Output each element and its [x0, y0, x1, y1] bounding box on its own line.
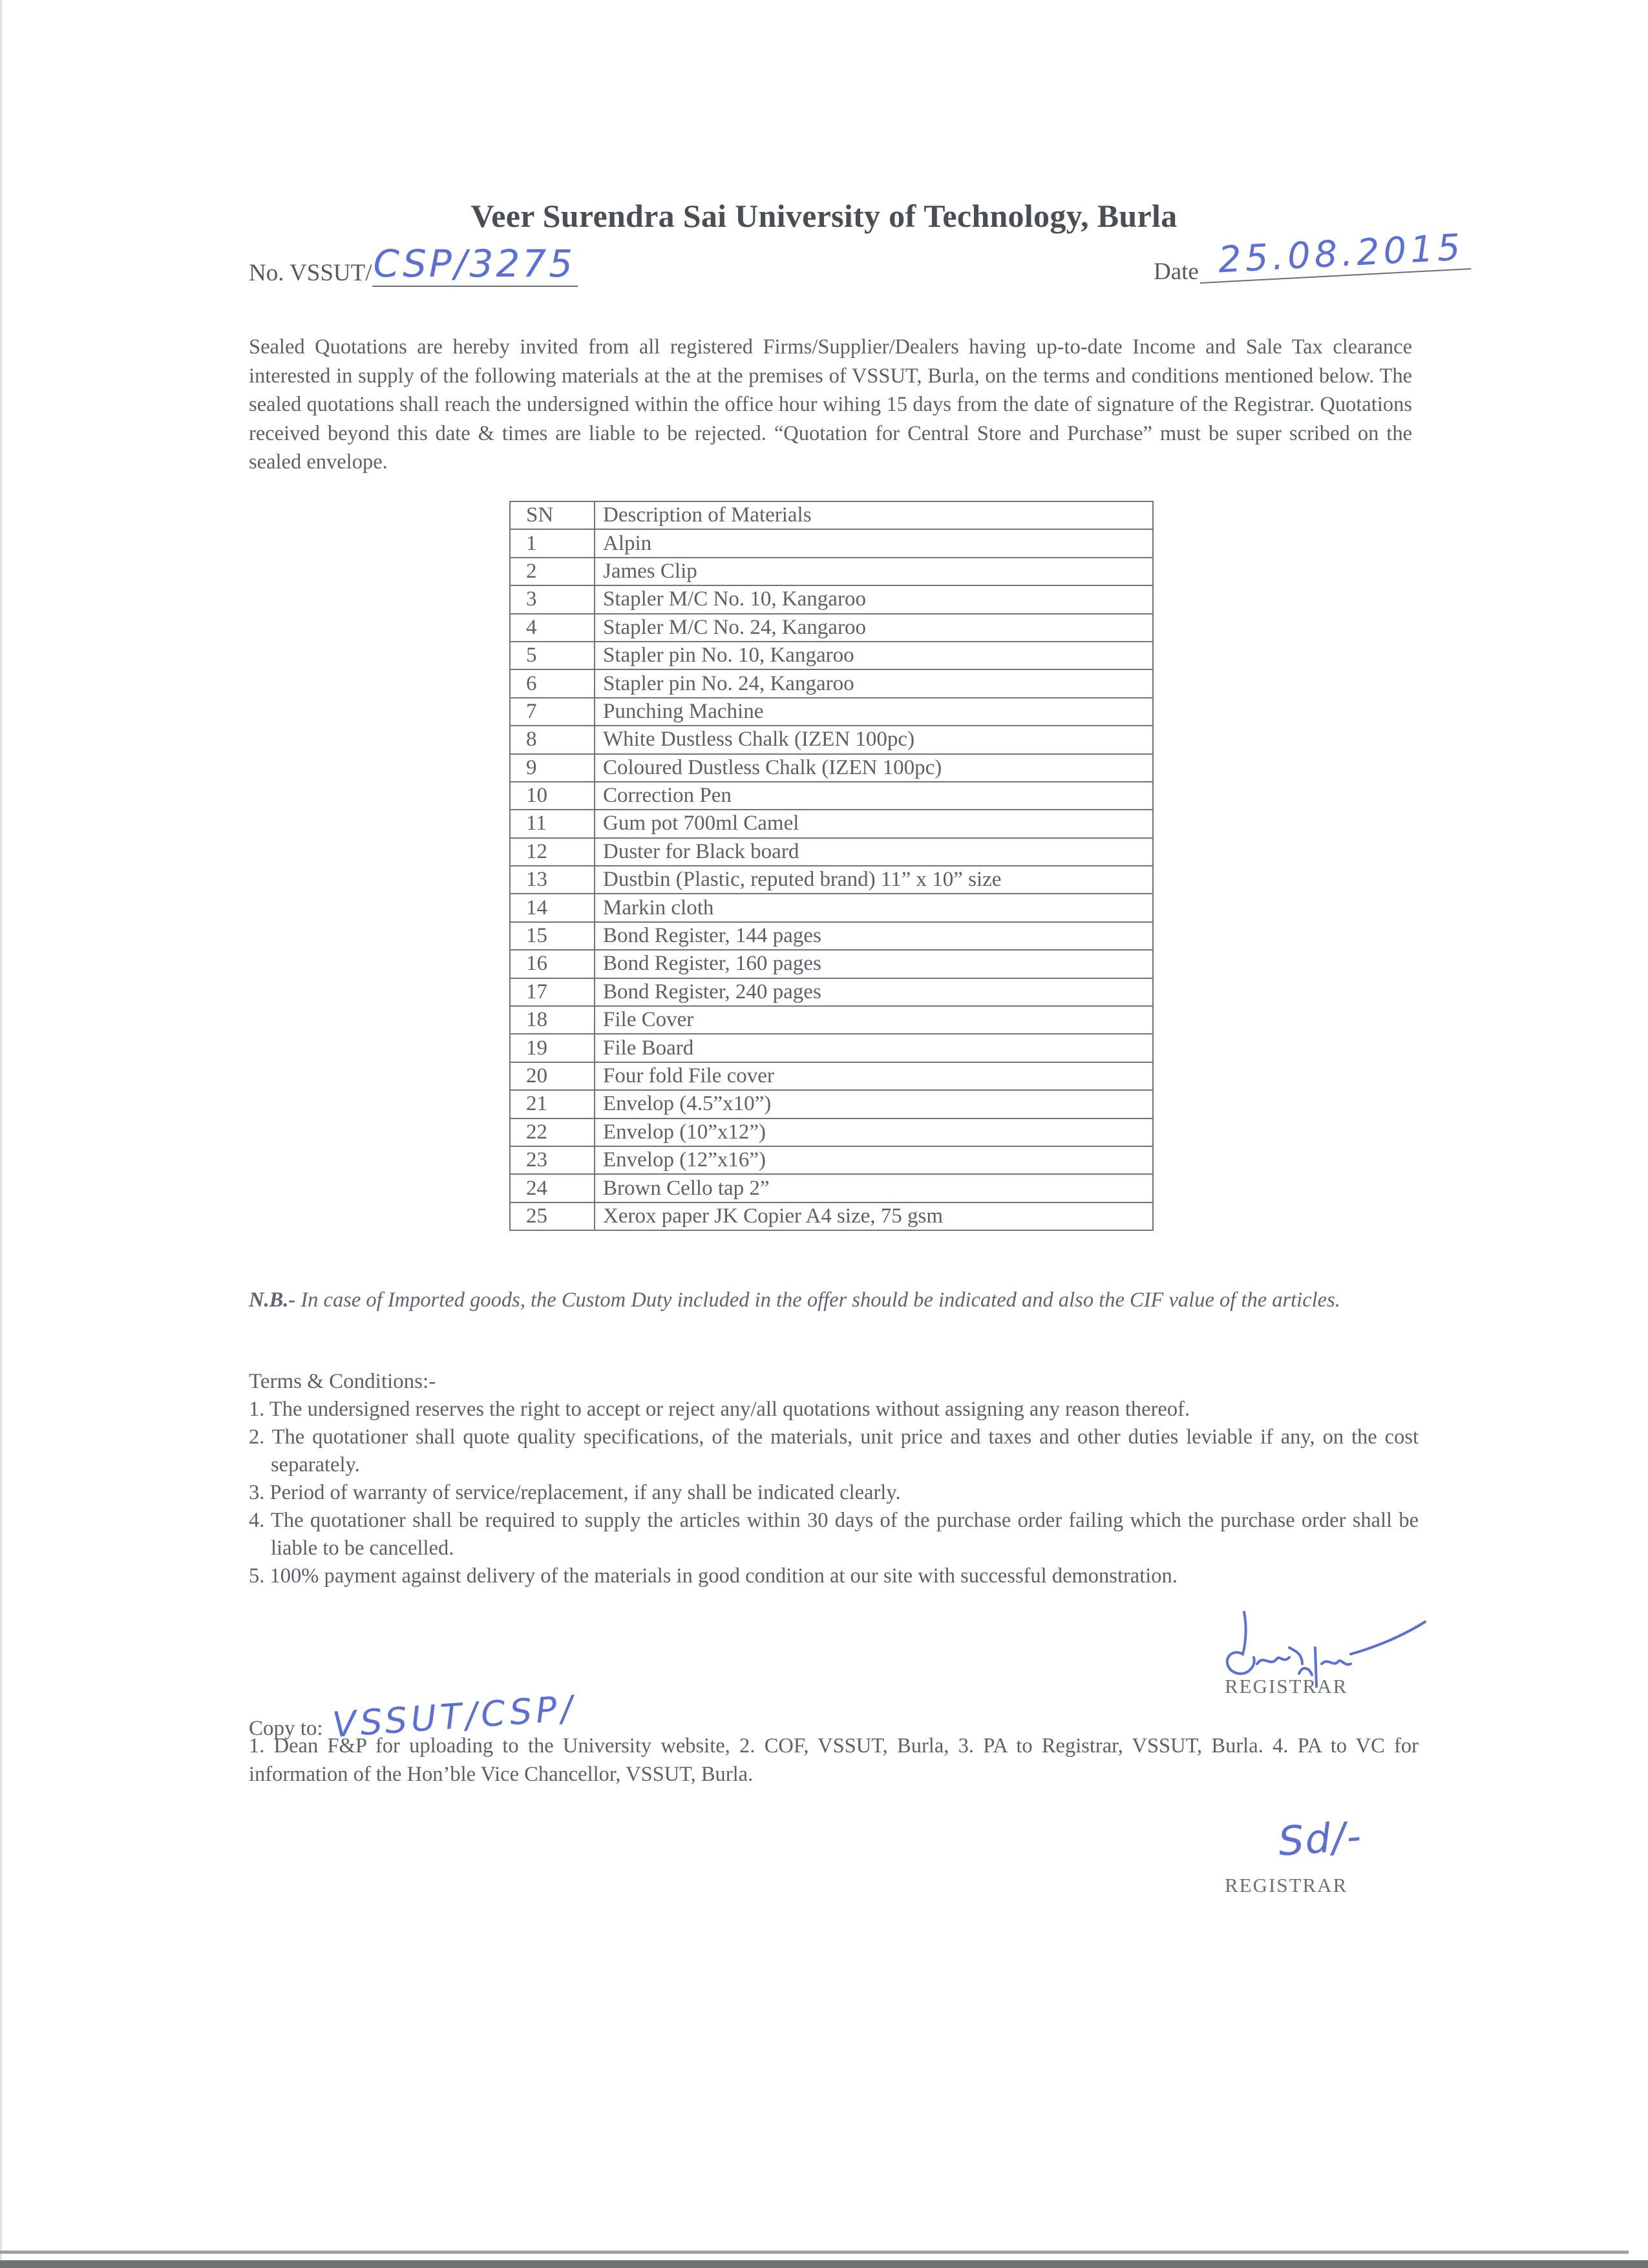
- cell-description: Xerox paper JK Copier A4 size, 75 gsm: [595, 1202, 1153, 1230]
- cell-sn: 17: [510, 978, 595, 1006]
- nb-note: [249, 1286, 1412, 1314]
- cell-sn: 25: [510, 1202, 595, 1230]
- reference-handwritten: CSP/3275: [372, 242, 578, 287]
- document-date: [1154, 226, 1470, 286]
- copy-to-handwritten: VSSUT/CSP/: [330, 1687, 578, 1746]
- cell-description: Bond Register, 160 pages: [595, 950, 1153, 978]
- nb-text: In case of Imported goods, the Custom Duty included in the offer should be indicated and also the CIF value of the articles.: [301, 1288, 1340, 1312]
- table-header-row: [510, 501, 1153, 529]
- cell-description: Duster for Black board: [595, 838, 1153, 866]
- copy-to-label: Copy to:: [249, 1717, 323, 1740]
- reference-label: No. VSSUT/: [249, 260, 372, 286]
- cell-sn: 22: [510, 1118, 595, 1146]
- cell-description: File Cover: [595, 1006, 1153, 1034]
- term-item: 5. 100% payment against delivery of the materials in good condition at our site with successful demonstration.: [249, 1564, 1178, 1588]
- table-row: [510, 810, 1153, 837]
- cell-sn: 10: [510, 782, 595, 810]
- registrar-title-primary: REGISTRAR: [1225, 1675, 1348, 1697]
- cell-description: Brown Cello tap 2”: [595, 1174, 1153, 1202]
- table-row: [510, 585, 1153, 613]
- cell-sn: 13: [510, 866, 595, 894]
- cell-description: Stapler pin No. 24, Kangaroo: [595, 669, 1153, 697]
- copy-recipients: 1. Dean F&P for uploading to the University website, 2. COF, VSSUT, Burla, 3. PA to Registrar, VSSUT, Burla. 4. PA to VC for information of the Hon’ble Vice Chancellor, VSSUT, Burla.: [249, 1734, 1419, 1786]
- cell-description: Punching Machine: [595, 698, 1153, 726]
- cell-sn: 21: [510, 1090, 595, 1118]
- cell-description: Markin cloth: [595, 894, 1153, 921]
- cell-sn: 15: [510, 922, 595, 950]
- term-item: 2. The quotationer shall quote quality specifications, of the materials, unit price and taxes and other duties leviable if any, on the cost separately.: [249, 1425, 1419, 1476]
- table-row: [510, 922, 1153, 950]
- cell-sn: 24: [510, 1174, 595, 1202]
- cell-description: Envelop (10”x12”): [595, 1118, 1153, 1146]
- table-row: [510, 1202, 1153, 1230]
- table-row: [510, 1118, 1153, 1146]
- cell-sn: 20: [510, 1062, 595, 1090]
- table-row: [510, 558, 1153, 585]
- table-row: [510, 866, 1153, 894]
- cell-sn: 12: [510, 838, 595, 866]
- cell-description: James Clip: [595, 558, 1153, 585]
- document-title: Veer Surendra Sai University of Technology, Burla: [470, 198, 1178, 234]
- cell-description: Alpin: [595, 529, 1153, 557]
- table-row: [510, 978, 1153, 1006]
- table-row: [510, 642, 1153, 669]
- cell-description: Stapler M/C No. 10, Kangaroo: [595, 585, 1153, 613]
- scan-edge-line: [0, 2251, 1629, 2254]
- cell-description: Gum pot 700ml Camel: [595, 810, 1153, 837]
- cell-sn: 7: [510, 698, 595, 726]
- cell-sn: 9: [510, 754, 595, 782]
- header-sn: SN: [510, 501, 595, 529]
- table-row: [510, 1006, 1153, 1034]
- cell-description: Coloured Dustless Chalk (IZEN 100pc): [595, 754, 1153, 782]
- cell-description: Bond Register, 144 pages: [595, 922, 1153, 950]
- table-row: [510, 950, 1153, 978]
- cell-sn: 11: [510, 810, 595, 837]
- cell-sn: 19: [510, 1034, 595, 1062]
- cell-sn: 4: [510, 614, 595, 642]
- table-row: [510, 1146, 1153, 1174]
- table-row: [510, 1174, 1153, 1202]
- cell-description: Correction Pen: [595, 782, 1153, 810]
- cell-description: Dustbin (Plastic, reputed brand) 11” x 10” size: [595, 866, 1153, 894]
- table-row: [510, 1062, 1153, 1090]
- cell-sn: 1: [510, 529, 595, 557]
- materials-table: [509, 501, 1154, 1231]
- cell-sn: 16: [510, 950, 595, 978]
- scan-edge-left: [0, 0, 2, 2268]
- cell-description: Four fold File cover: [595, 1062, 1153, 1090]
- cell-sn: 6: [510, 669, 595, 697]
- table-row: [510, 614, 1153, 642]
- table-row: [510, 838, 1153, 866]
- table-row: [510, 1090, 1153, 1118]
- table-row: [510, 1034, 1153, 1062]
- term-item: 4. The quotationer shall be required to supply the articles within 30 days of the purchase order failing which the purchase order shall be liable to be cancelled.: [249, 1509, 1419, 1560]
- cell-sn: 18: [510, 1006, 595, 1034]
- table-row: [510, 754, 1153, 782]
- materials-table-body: [510, 529, 1153, 1230]
- table-row: [510, 669, 1153, 697]
- cell-description: Envelop (12”x16”): [595, 1146, 1153, 1174]
- nb-label: N.B.-: [249, 1288, 296, 1312]
- table-row: [510, 698, 1153, 726]
- terms-heading: Terms & Conditions:-: [249, 1370, 436, 1393]
- cell-description: Stapler M/C No. 24, Kangaroo: [595, 614, 1153, 642]
- reference-number: [249, 242, 578, 291]
- term-item: 1. The undersigned reserves the right to accept or reject any/all quotations without assigning any reason thereof.: [249, 1398, 1190, 1421]
- cell-sn: 3: [510, 585, 595, 613]
- term-item: 3. Period of warranty of service/replacement, if any shall be indicated clearly.: [249, 1481, 901, 1504]
- cell-sn: 23: [510, 1146, 595, 1174]
- registrar-title-secondary: REGISTRAR: [1225, 1874, 1348, 1896]
- cell-description: File Board: [595, 1034, 1153, 1062]
- cell-description: Envelop (4.5”x10”): [595, 1090, 1153, 1118]
- cell-sn: 5: [510, 642, 595, 669]
- scan-edge-bottom: [0, 2260, 1648, 2268]
- cell-description: Stapler pin No. 10, Kangaroo: [595, 642, 1153, 669]
- intro-paragraph: Sealed Quotations are hereby invited from all registered Firms/Supplier/Dealers having up-to-date Income and Sale Tax clearance interested in supply of the following materials at the at the premises of VSSUT, Burla, on the terms and conditions mentioned below. The sealed quotations shall reach the undersigned within the office hour wihing 15 days from the date of signature of the Registrar. Quotations received beyond this date & times are liable to be rejected. “Quotation for Central Store and Purchase” must be super scribed on the sealed envelope.: [249, 335, 1412, 474]
- date-label: Date: [1154, 258, 1199, 285]
- cell-sn: 14: [510, 894, 595, 921]
- cell-sn: 8: [510, 726, 595, 753]
- table-row: [510, 529, 1153, 557]
- table-row: [510, 894, 1153, 921]
- table-row: [510, 726, 1153, 753]
- terms-list: [249, 1396, 1419, 1590]
- date-handwritten: 25.08.2015: [1198, 226, 1471, 284]
- cell-sn: 2: [510, 558, 595, 585]
- table-row: [510, 782, 1153, 810]
- cell-description: Bond Register, 240 pages: [595, 978, 1153, 1006]
- cell-description: White Dustless Chalk (IZEN 100pc): [595, 726, 1153, 753]
- sd-signature-mark: Sd/-: [1276, 1812, 1364, 1865]
- header-description: Description of Materials: [595, 501, 1153, 529]
